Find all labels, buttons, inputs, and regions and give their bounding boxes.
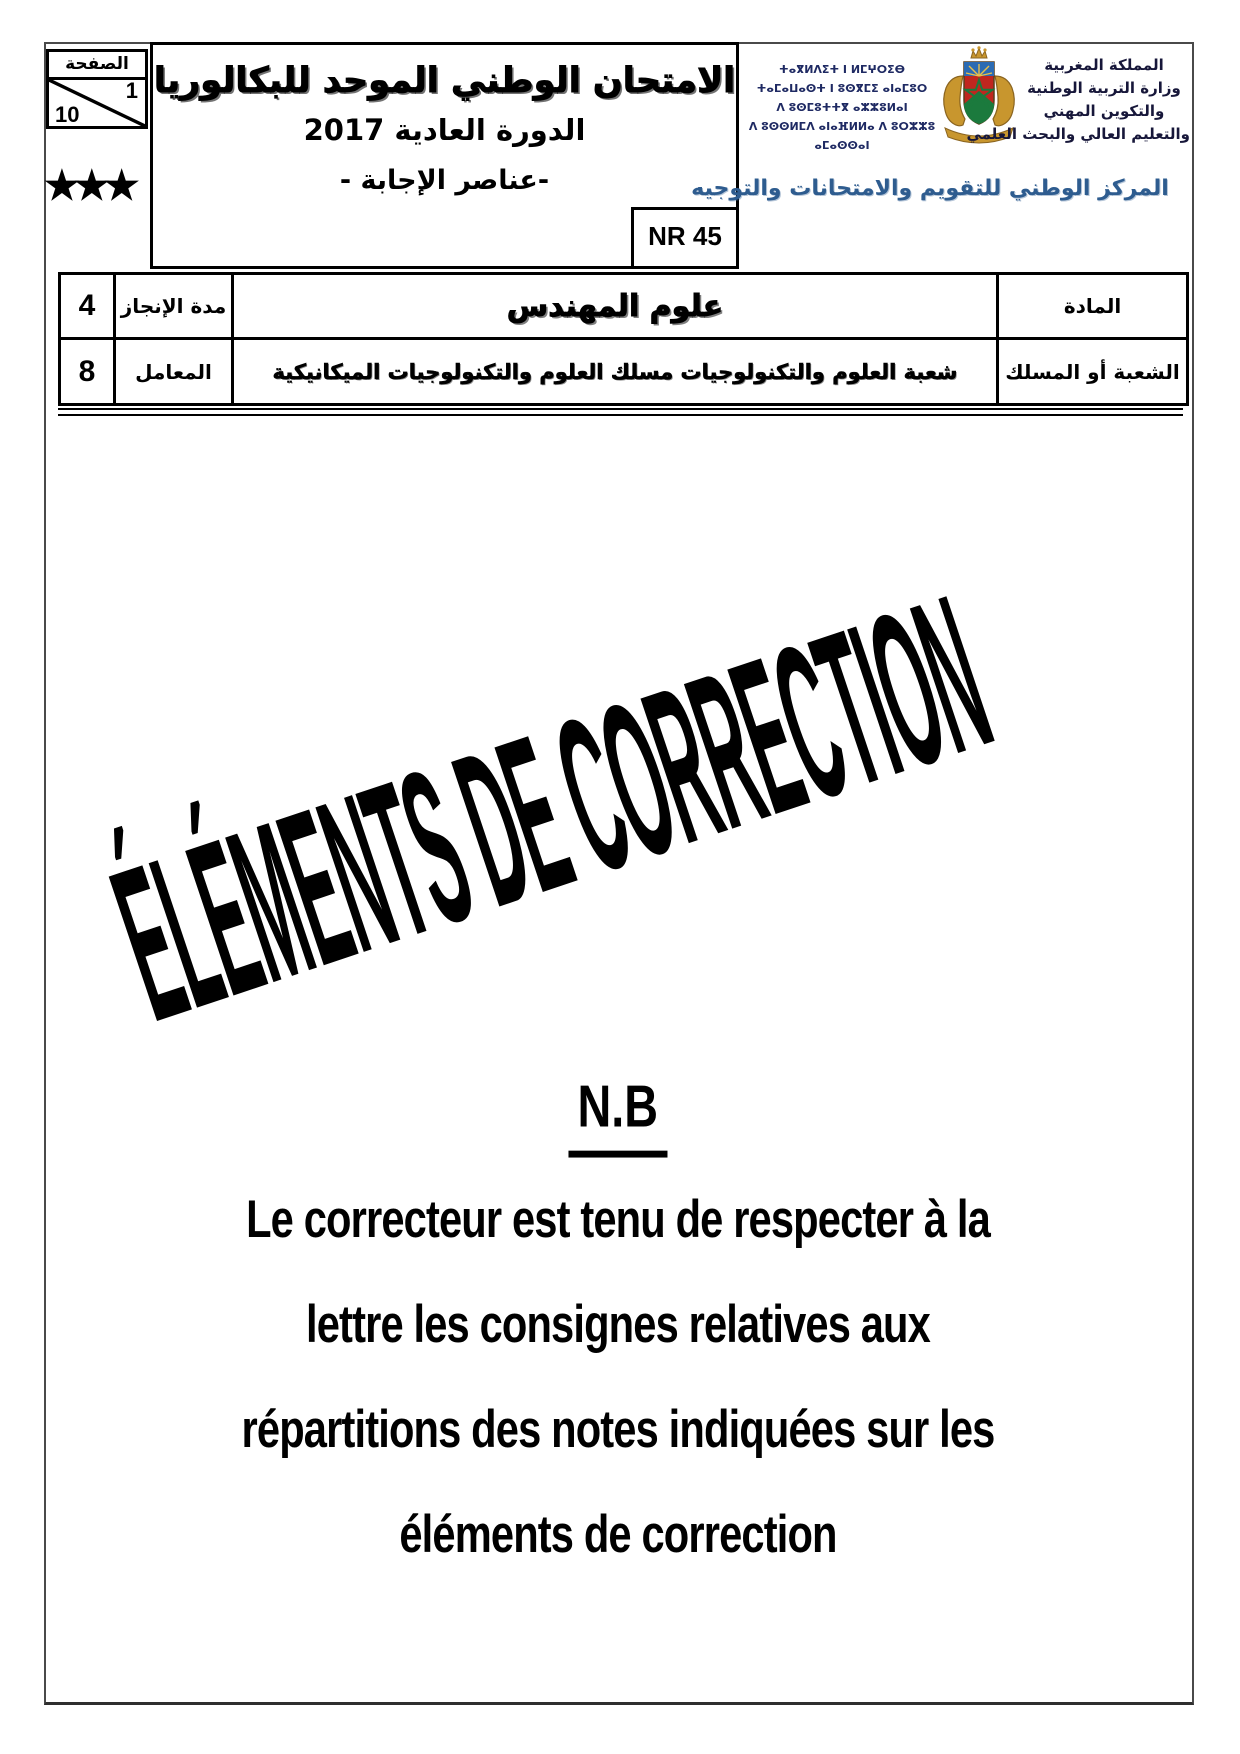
nb-heading: N.B [569, 1072, 668, 1157]
session-title: الدورة العادية 2017 [303, 113, 586, 147]
notice-line: Le correcteur est tenu de respecter à la [246, 1190, 990, 1250]
correction-title: ÉLÉMENTS DE CORRECTION [90, 552, 1013, 1069]
duration-label: مدة الإنجاز [113, 275, 231, 337]
subject-name: علوم المهندس [231, 275, 996, 337]
exam-title: الامتحان الوطني الموحد للبكالوريا [153, 61, 736, 101]
national-center-name: المركز الوطني للتقويم والامتحانات والتوجيه [691, 176, 1169, 201]
answer-elements-subtitle: -عناصر الإجابة - [339, 165, 550, 196]
tifinagh-line: ⴷ ⵓⵙⵙⵍⵎⴷ ⴰⵏⴰⴼⵍⵍⴰ ⴷ ⵓⵔⵣⵣⵓ ⴰⵎⴰⵙⵙⴰⵏ [748, 120, 936, 152]
coefficient-value: 8 [61, 337, 113, 403]
ministry-line: وزارة التربية الوطنية [1027, 79, 1181, 97]
ministry-line: والتكوين المهني [1043, 102, 1165, 120]
ministry-line: المملكة المغربية [1044, 56, 1164, 74]
current-page-number: 1 [125, 78, 138, 103]
notice-line: éléments de correction [399, 1505, 837, 1565]
ministry-arabic-text [966, 54, 1190, 146]
corrector-notice [130, 1168, 1106, 1588]
tifinagh-line: ⵜⴰⵎⴰⵡⴰⵙⵜ ⵏ ⵓⵙⴳⵎⵉ ⴰⵏⴰⵎⵓⵔ [756, 82, 928, 95]
branch-name: شعبة العلوم والتكنولوجيات مسلك العلوم والتكنولوجيات الميكانيكية [231, 337, 996, 403]
branch-label: الشعبة أو المسلك [996, 337, 1186, 403]
duration-value: 4 [78, 289, 96, 322]
ministry-line: والتعليم العالي والبحث العلمي [966, 125, 1190, 143]
notice-line: répartitions des notes indiquées sur les [241, 1400, 995, 1460]
tifinagh-line: ⵜⴰⴳⵍⴷⵉⵜ ⵏ ⵍⵎⵖⵔⵉⴱ [778, 63, 905, 76]
nr-code-box: NR 45 [631, 207, 739, 269]
exam-title-box [150, 42, 739, 269]
tifinagh-line: ⴷ ⵓⵙⵎⵓⵜⵜⴳ ⴰⵣⵣⵓⵍⴰⵏ [776, 101, 908, 114]
stars-icon: ★★★ [44, 164, 134, 208]
ministry-tifinagh-text [742, 60, 942, 155]
page-number-box [46, 49, 148, 129]
page-fraction-cell [49, 80, 145, 126]
subject-label: المادة [996, 275, 1186, 337]
notice-line: lettre les consignes relatives aux [306, 1295, 930, 1355]
total-pages-number: 10 [55, 102, 80, 127]
header-separator-rule [58, 408, 1183, 416]
nb-heading-wrap [44, 1073, 1192, 1152]
page-label: الصفحة [49, 52, 145, 80]
exam-info-table [58, 272, 1189, 406]
coefficient-label: المعامل [113, 337, 231, 403]
